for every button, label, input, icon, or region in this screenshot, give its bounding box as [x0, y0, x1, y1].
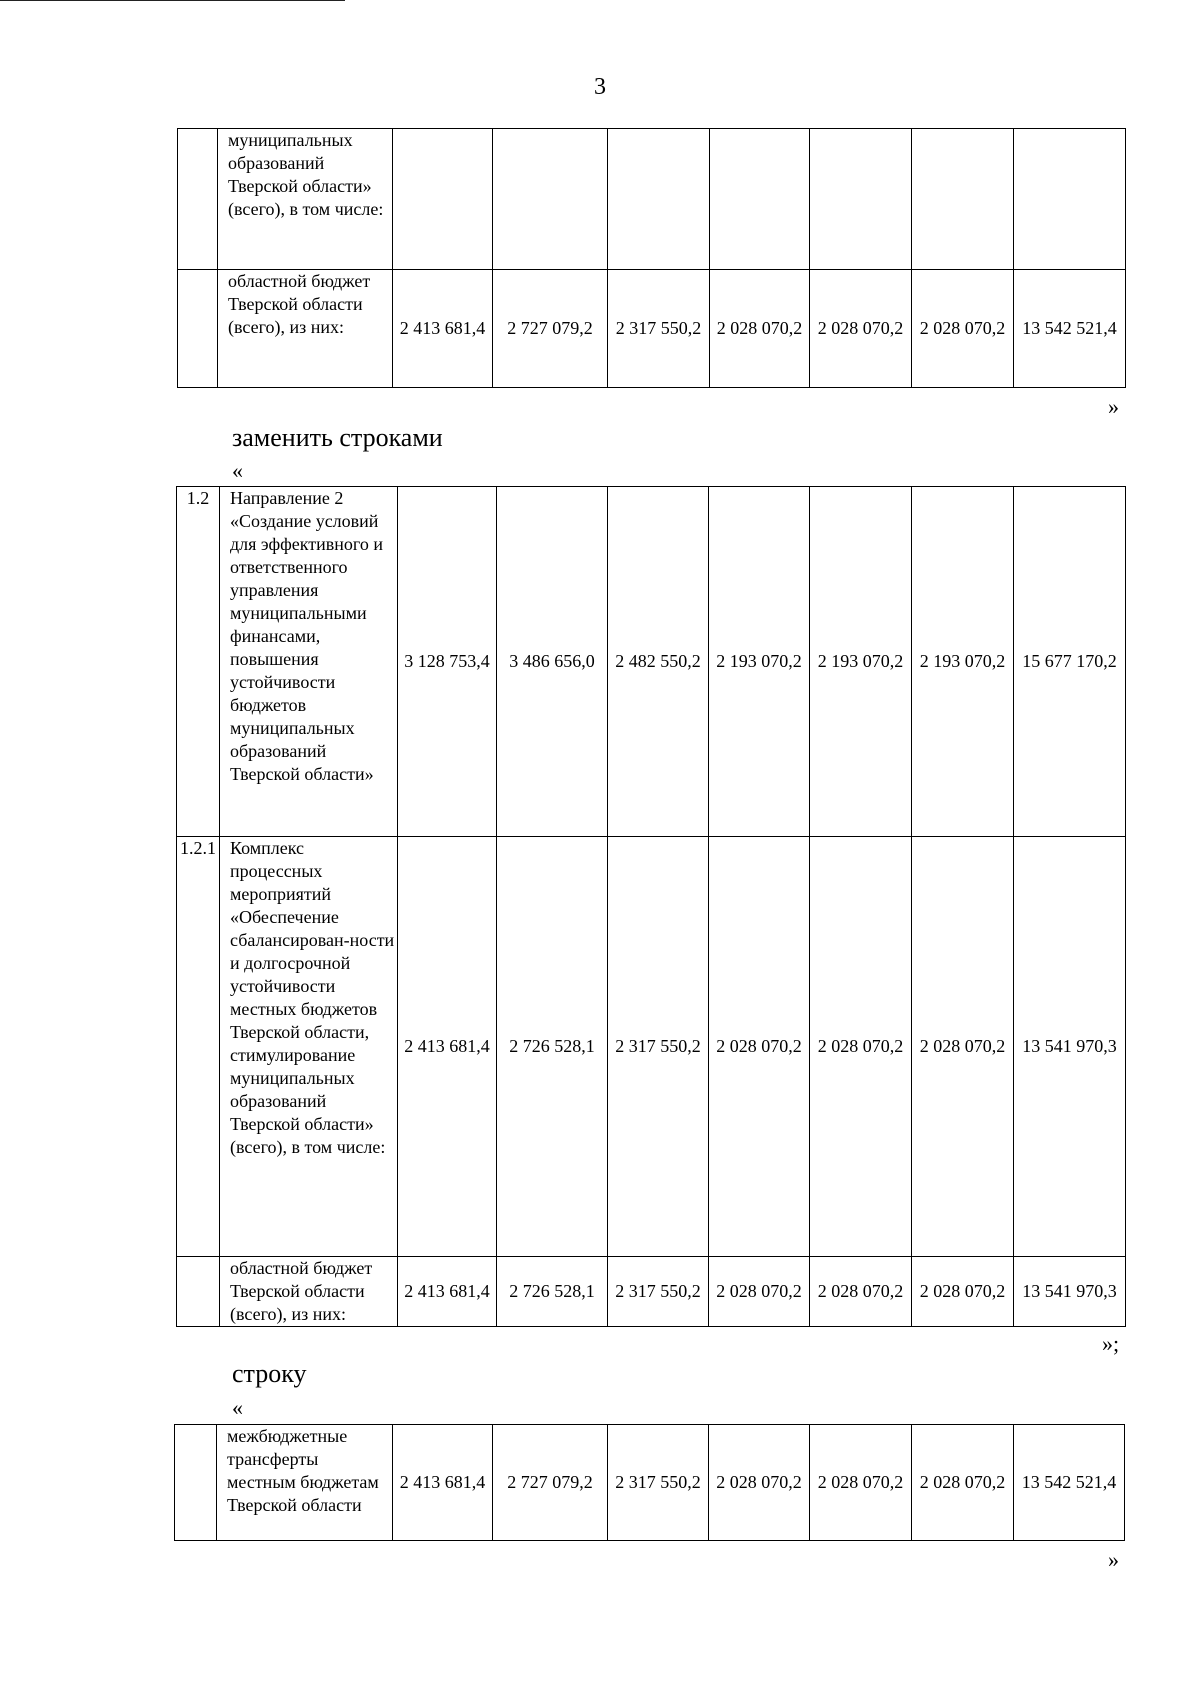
value-cell: 13 542 521,4 — [1014, 270, 1126, 388]
close-quote: » — [1108, 1547, 1119, 1572]
value-cell: 2 028 070,2 — [709, 1257, 810, 1327]
table-row — [177, 1257, 1126, 1327]
row-number — [178, 270, 218, 388]
value-cell: 13 542 521,4 — [1014, 1425, 1125, 1541]
value-cell: 2 726 528,1 — [497, 1257, 608, 1327]
value-cell: 2 028 070,2 — [709, 1425, 810, 1541]
table-row — [177, 837, 1126, 1257]
value-cell: 3 486 656,0 — [497, 487, 608, 837]
value-cell — [710, 129, 810, 270]
row-name: Комплекс процессных мероприятий «Обеспечение сбалансирован-ности и долгосрочной устойчивости местных бюджетов Тверской области, стимулирование муниципальных образований Тверской области» (всего), в том числе: — [220, 837, 398, 1257]
row-number — [178, 129, 218, 270]
table-replacement — [176, 486, 1126, 1327]
value-cell: 2 028 070,2 — [912, 1257, 1014, 1327]
value-cell: 2 028 070,2 — [709, 837, 810, 1257]
value-cell: 2 028 070,2 — [710, 270, 810, 388]
close-quote: »; — [1102, 1331, 1120, 1356]
value-cell: 2 193 070,2 — [912, 487, 1014, 837]
value-cell — [810, 129, 912, 270]
row-name: областной бюджет Тверской области (всего), из них: — [220, 1257, 398, 1327]
value-cell: 2 413 681,4 — [398, 837, 497, 1257]
value-cell: 2 028 070,2 — [810, 1425, 912, 1541]
value-cell: 2 317 550,2 — [608, 1257, 709, 1327]
value-cell: 2 193 070,2 — [810, 487, 912, 837]
row-name: Направление 2 «Создание условий для эффективного и ответственного управления муниципальными финансами, повышения устойчивости бюджетов муниципальных образований Тверской области» — [220, 487, 398, 837]
table-row — [178, 129, 1126, 270]
caption-row: строку — [232, 1359, 307, 1388]
table-row — [175, 1425, 1125, 1541]
row-name: межбюджетные трансферты местным бюджетам Тверской области — [217, 1425, 393, 1541]
row-name: муниципальных образований Тверской области» (всего), в том числе: — [218, 129, 393, 270]
value-cell — [493, 129, 608, 270]
value-cell — [393, 129, 493, 270]
open-quote: « — [232, 1395, 243, 1420]
value-cell: 2 317 550,2 — [608, 1425, 709, 1541]
row-number — [177, 1257, 220, 1327]
value-cell: 2 028 070,2 — [810, 837, 912, 1257]
table-row-to-replace — [174, 1424, 1125, 1541]
value-cell: 2 028 070,2 — [810, 270, 912, 388]
value-cell: 2 317 550,2 — [608, 837, 709, 1257]
table-row — [178, 270, 1126, 388]
value-cell: 2 413 681,4 — [393, 270, 493, 388]
value-cell: 15 677 170,2 — [1014, 487, 1126, 837]
value-cell: 2 028 070,2 — [912, 270, 1014, 388]
value-cell: 13 541 970,3 — [1014, 1257, 1126, 1327]
row-number: 1.2 — [177, 487, 220, 837]
value-cell — [1014, 129, 1126, 270]
value-cell: 2 317 550,2 — [608, 270, 710, 388]
row-number: 1.2.1 — [177, 837, 220, 1257]
value-cell: 13 541 970,3 — [1014, 837, 1126, 1257]
open-quote: « — [232, 458, 243, 483]
value-cell: 2 028 070,2 — [912, 1425, 1014, 1541]
close-quote: » — [1108, 394, 1119, 419]
value-cell: 3 128 753,4 — [398, 487, 497, 837]
value-cell: 2 413 681,4 — [393, 1425, 493, 1541]
page-number: 3 — [594, 74, 606, 100]
row-name: областной бюджет Тверской области (всего), из них: — [218, 270, 393, 388]
scan-artifact-line — [0, 0, 345, 1]
value-cell: 2 726 528,1 — [497, 837, 608, 1257]
value-cell: 2 482 550,2 — [608, 487, 709, 837]
row-number — [175, 1425, 217, 1541]
table-row — [177, 487, 1126, 837]
value-cell: 2 028 070,2 — [810, 1257, 912, 1327]
value-cell: 2 727 079,2 — [493, 1425, 608, 1541]
value-cell: 2 028 070,2 — [912, 837, 1014, 1257]
value-cell: 2 193 070,2 — [709, 487, 810, 837]
value-cell: 2 413 681,4 — [398, 1257, 497, 1327]
value-cell — [608, 129, 710, 270]
value-cell: 2 727 079,2 — [493, 270, 608, 388]
table-continuation — [177, 128, 1126, 388]
caption-replace-rows: заменить строками — [232, 423, 443, 452]
value-cell — [912, 129, 1014, 270]
